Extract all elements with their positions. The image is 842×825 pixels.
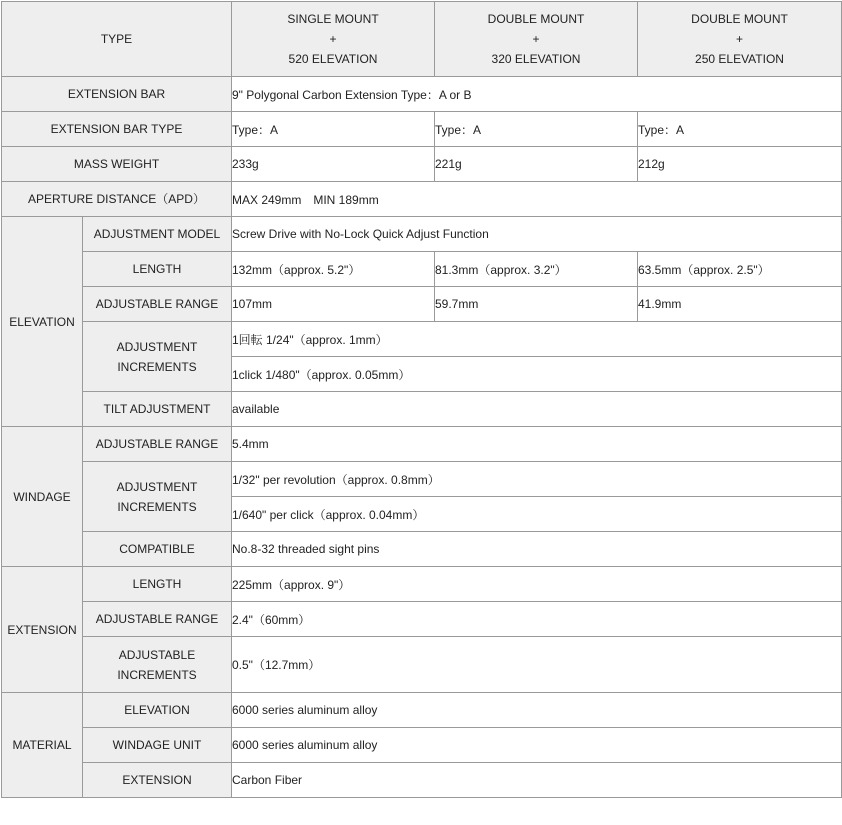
column-header-line: + [329,32,337,46]
elevation-tilt-adjustment-value: available [232,392,842,427]
table-row [2,392,842,427]
extension-bar-type-value: Type：A [638,112,842,147]
material-extension-value: Carbon Fiber [232,763,842,798]
windage-adjustable-range-value: 5.4mm [232,427,842,462]
label-line: ADJUSTMENT [116,479,198,494]
elevation-adjustable-range-label: ADJUSTABLE RANGE [83,287,232,322]
table-row [2,112,842,147]
extension-adjustable-increments-label [83,637,232,693]
elevation-group-label: ELEVATION [2,217,83,427]
column-header-line: + [735,32,743,46]
table-row [2,602,842,637]
elevation-adjustment-model-value: Screw Drive with No-Lock Quick Adjust Function [232,217,842,252]
windage-adjustment-increments-value: 1/640" per click（approx. 0.04mm） [232,497,842,532]
label-line: ADJUSTMENT [116,339,198,354]
windage-compatible-label: COMPATIBLE [83,532,232,567]
column-header-double-320 [435,2,638,77]
elevation-length-value: 63.5mm（approx. 2.5"） [638,252,842,287]
windage-group-label: WINDAGE [2,427,83,567]
mass-weight-value: 233g [232,147,435,182]
table-row [2,252,842,287]
elevation-adjustable-range-value: 107mm [232,287,435,322]
material-windage-unit-label: WINDAGE UNIT [83,728,232,763]
extension-bar-label: EXTENSION BAR [2,77,232,112]
label-line: INCREMENTS [117,359,197,374]
elevation-adjustment-increments-label [83,322,232,392]
elevation-adjustment-increments-value: 1click 1/480"（approx. 0.05mm） [232,357,842,392]
apd-value: MAX 249mm MIN 189mm [232,182,842,217]
material-windage-unit-value: 6000 series aluminum alloy [232,728,842,763]
table-row [2,217,842,252]
column-header-line: + [532,32,540,46]
extension-adjustable-range-value: 2.4"（60mm） [232,602,842,637]
label-line: INCREMENTS [117,499,197,514]
elevation-adjustment-increments-value: 1回転 1/24"（approx. 1mm） [232,322,842,357]
elevation-adjustable-range-value: 59.7mm [435,287,638,322]
elevation-adjustment-model-label: ADJUSTMENT MODEL [83,217,232,252]
elevation-length-value: 81.3mm（approx. 3.2"） [435,252,638,287]
mass-weight-value: 221g [435,147,638,182]
extension-bar-value: 9" Polygonal Carbon Extension Type：A or B [232,77,842,112]
column-header-line: DOUBLE MOUNT [487,12,585,26]
column-header-line: DOUBLE MOUNT [691,12,788,26]
extension-bar-type-label: EXTENSION BAR TYPE [2,112,232,147]
extension-bar-type-value: Type：A [435,112,638,147]
column-header-line: SINGLE MOUNT [287,12,379,26]
extension-length-value: 225mm（approx. 9"） [232,567,842,602]
header-row [2,2,842,77]
table-row [2,427,842,462]
extension-length-label: LENGTH [83,567,232,602]
table-row [2,532,842,567]
column-header-line: 520 ELEVATION [288,52,378,66]
table-row [2,182,842,217]
windage-adjustable-range-label: ADJUSTABLE RANGE [83,427,232,462]
elevation-adjustable-range-value: 41.9mm [638,287,842,322]
mass-weight-label: MASS WEIGHT [2,147,232,182]
table-row [2,77,842,112]
elevation-length-label: LENGTH [83,252,232,287]
column-header-line: 250 ELEVATION [695,52,784,66]
extension-bar-type-value: Type：A [232,112,435,147]
label-line: ADJUSTABLE [118,647,196,662]
extension-adjustable-range-label: ADJUSTABLE RANGE [83,602,232,637]
column-header-line: 320 ELEVATION [491,52,581,66]
table-row [2,287,842,322]
table-row [2,567,842,602]
column-header-single-520 [232,2,435,77]
apd-label: APERTURE DISTANCE（APD） [2,182,232,217]
elevation-tilt-adjustment-label: TILT ADJUSTMENT [83,392,232,427]
windage-adjustment-increments-value: 1/32" per revolution（approx. 0.8mm） [232,462,842,497]
material-elevation-label: ELEVATION [83,693,232,728]
extension-group-label: EXTENSION [2,567,83,693]
table-row [2,728,842,763]
column-header-double-250 [638,2,842,77]
windage-compatible-value: No.8-32 threaded sight pins [232,532,842,567]
extension-adjustable-increments-value: 0.5"（12.7mm） [232,637,842,693]
elevation-length-value: 132mm（approx. 5.2"） [232,252,435,287]
windage-adjustment-increments-label [83,462,232,532]
material-group-label: MATERIAL [2,693,83,798]
table-row [2,693,842,728]
table-row [2,147,842,182]
table-row [2,462,842,497]
material-elevation-value: 6000 series aluminum alloy [232,693,842,728]
label-line: INCREMENTS [117,667,197,682]
table-row [2,322,842,357]
material-extension-label: EXTENSION [83,763,232,798]
table-row [2,637,842,693]
mass-weight-value: 212g [638,147,842,182]
table-row [2,763,842,798]
spec-table [1,1,842,798]
type-header: TYPE [2,2,232,77]
